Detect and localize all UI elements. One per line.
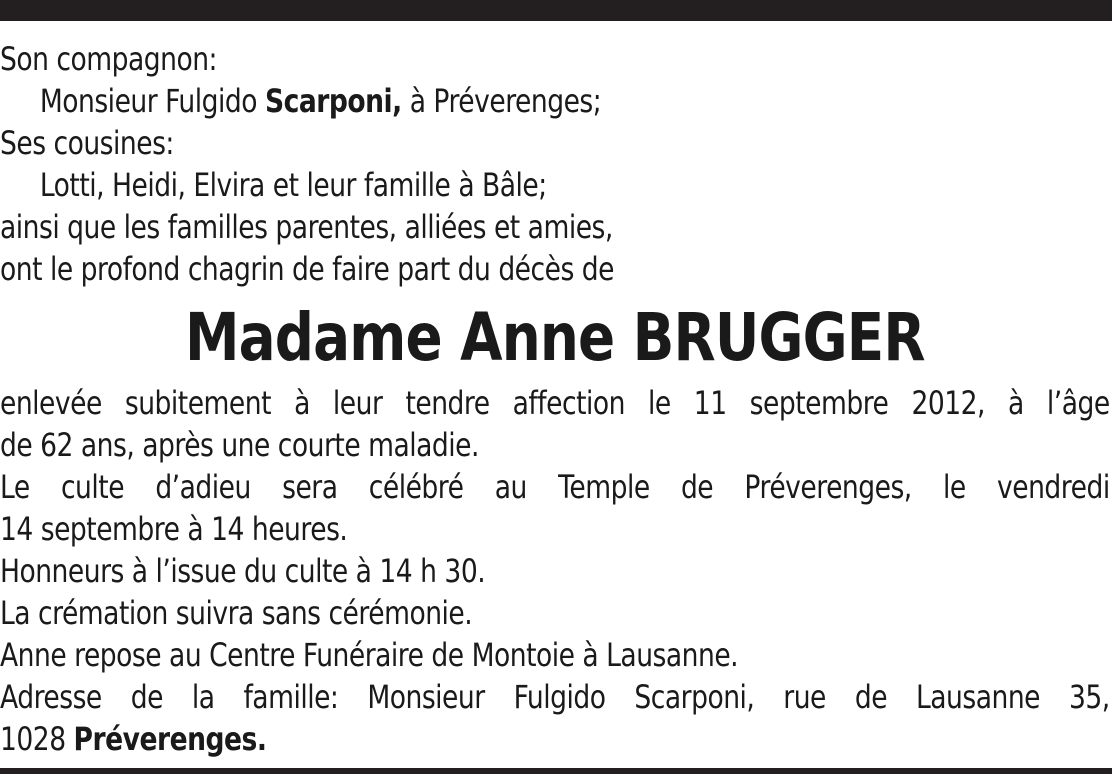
deceased-name: Madame Anne BRUGGER (184, 299, 925, 376)
obituary-notice (0, 38, 1110, 760)
families-line: ainsi que les familles parentes, alliées et amies, (0, 208, 613, 246)
postal-code: 1028 (0, 720, 74, 758)
cremation-line: La crémation suivra sans cérémonie. (0, 594, 473, 632)
cousins-line: Lotti, Heidi, Elvira et leur famille à Bâle; (39, 166, 547, 204)
bottom-border-rule (0, 768, 1112, 774)
companion-line (0, 80, 1110, 122)
companion-heading: Son compagnon: (0, 40, 218, 78)
companion-place: à Préverenges; (401, 82, 602, 120)
cousins-heading: Ses cousines: (0, 124, 174, 162)
service-details-line-1: Le culte d’adieu sera célébré au Temple de Préverenges, le vendredi (0, 468, 1110, 506)
address-town: Préverenges. (73, 720, 267, 758)
death-details-line-1: enlevée subitement à leur tendre affection le 11 septembre 2012, à l’âge (0, 384, 1110, 422)
companion-name: Monsieur Fulgido (39, 82, 265, 120)
honours-line: Honneurs à l’issue du culte à 14 h 30. (0, 552, 486, 590)
companion-surname: Scarponi, (264, 82, 402, 120)
announcement-line: ont le profond chagrin de faire part du décès de (0, 250, 614, 288)
death-details-line-2: de 62 ans, après une courte maladie. (0, 426, 479, 464)
family-address-line-2 (0, 718, 1110, 760)
top-border-rule (0, 0, 1112, 21)
family-address-line-1: Adresse de la famille: Monsieur Fulgido Scarponi, rue de Lausanne 35, (0, 678, 1110, 716)
service-details-line-2: 14 septembre à 14 heures. (0, 510, 348, 548)
resting-place-line: Anne repose au Centre Funéraire de Montoie à Lausanne. (0, 636, 739, 674)
